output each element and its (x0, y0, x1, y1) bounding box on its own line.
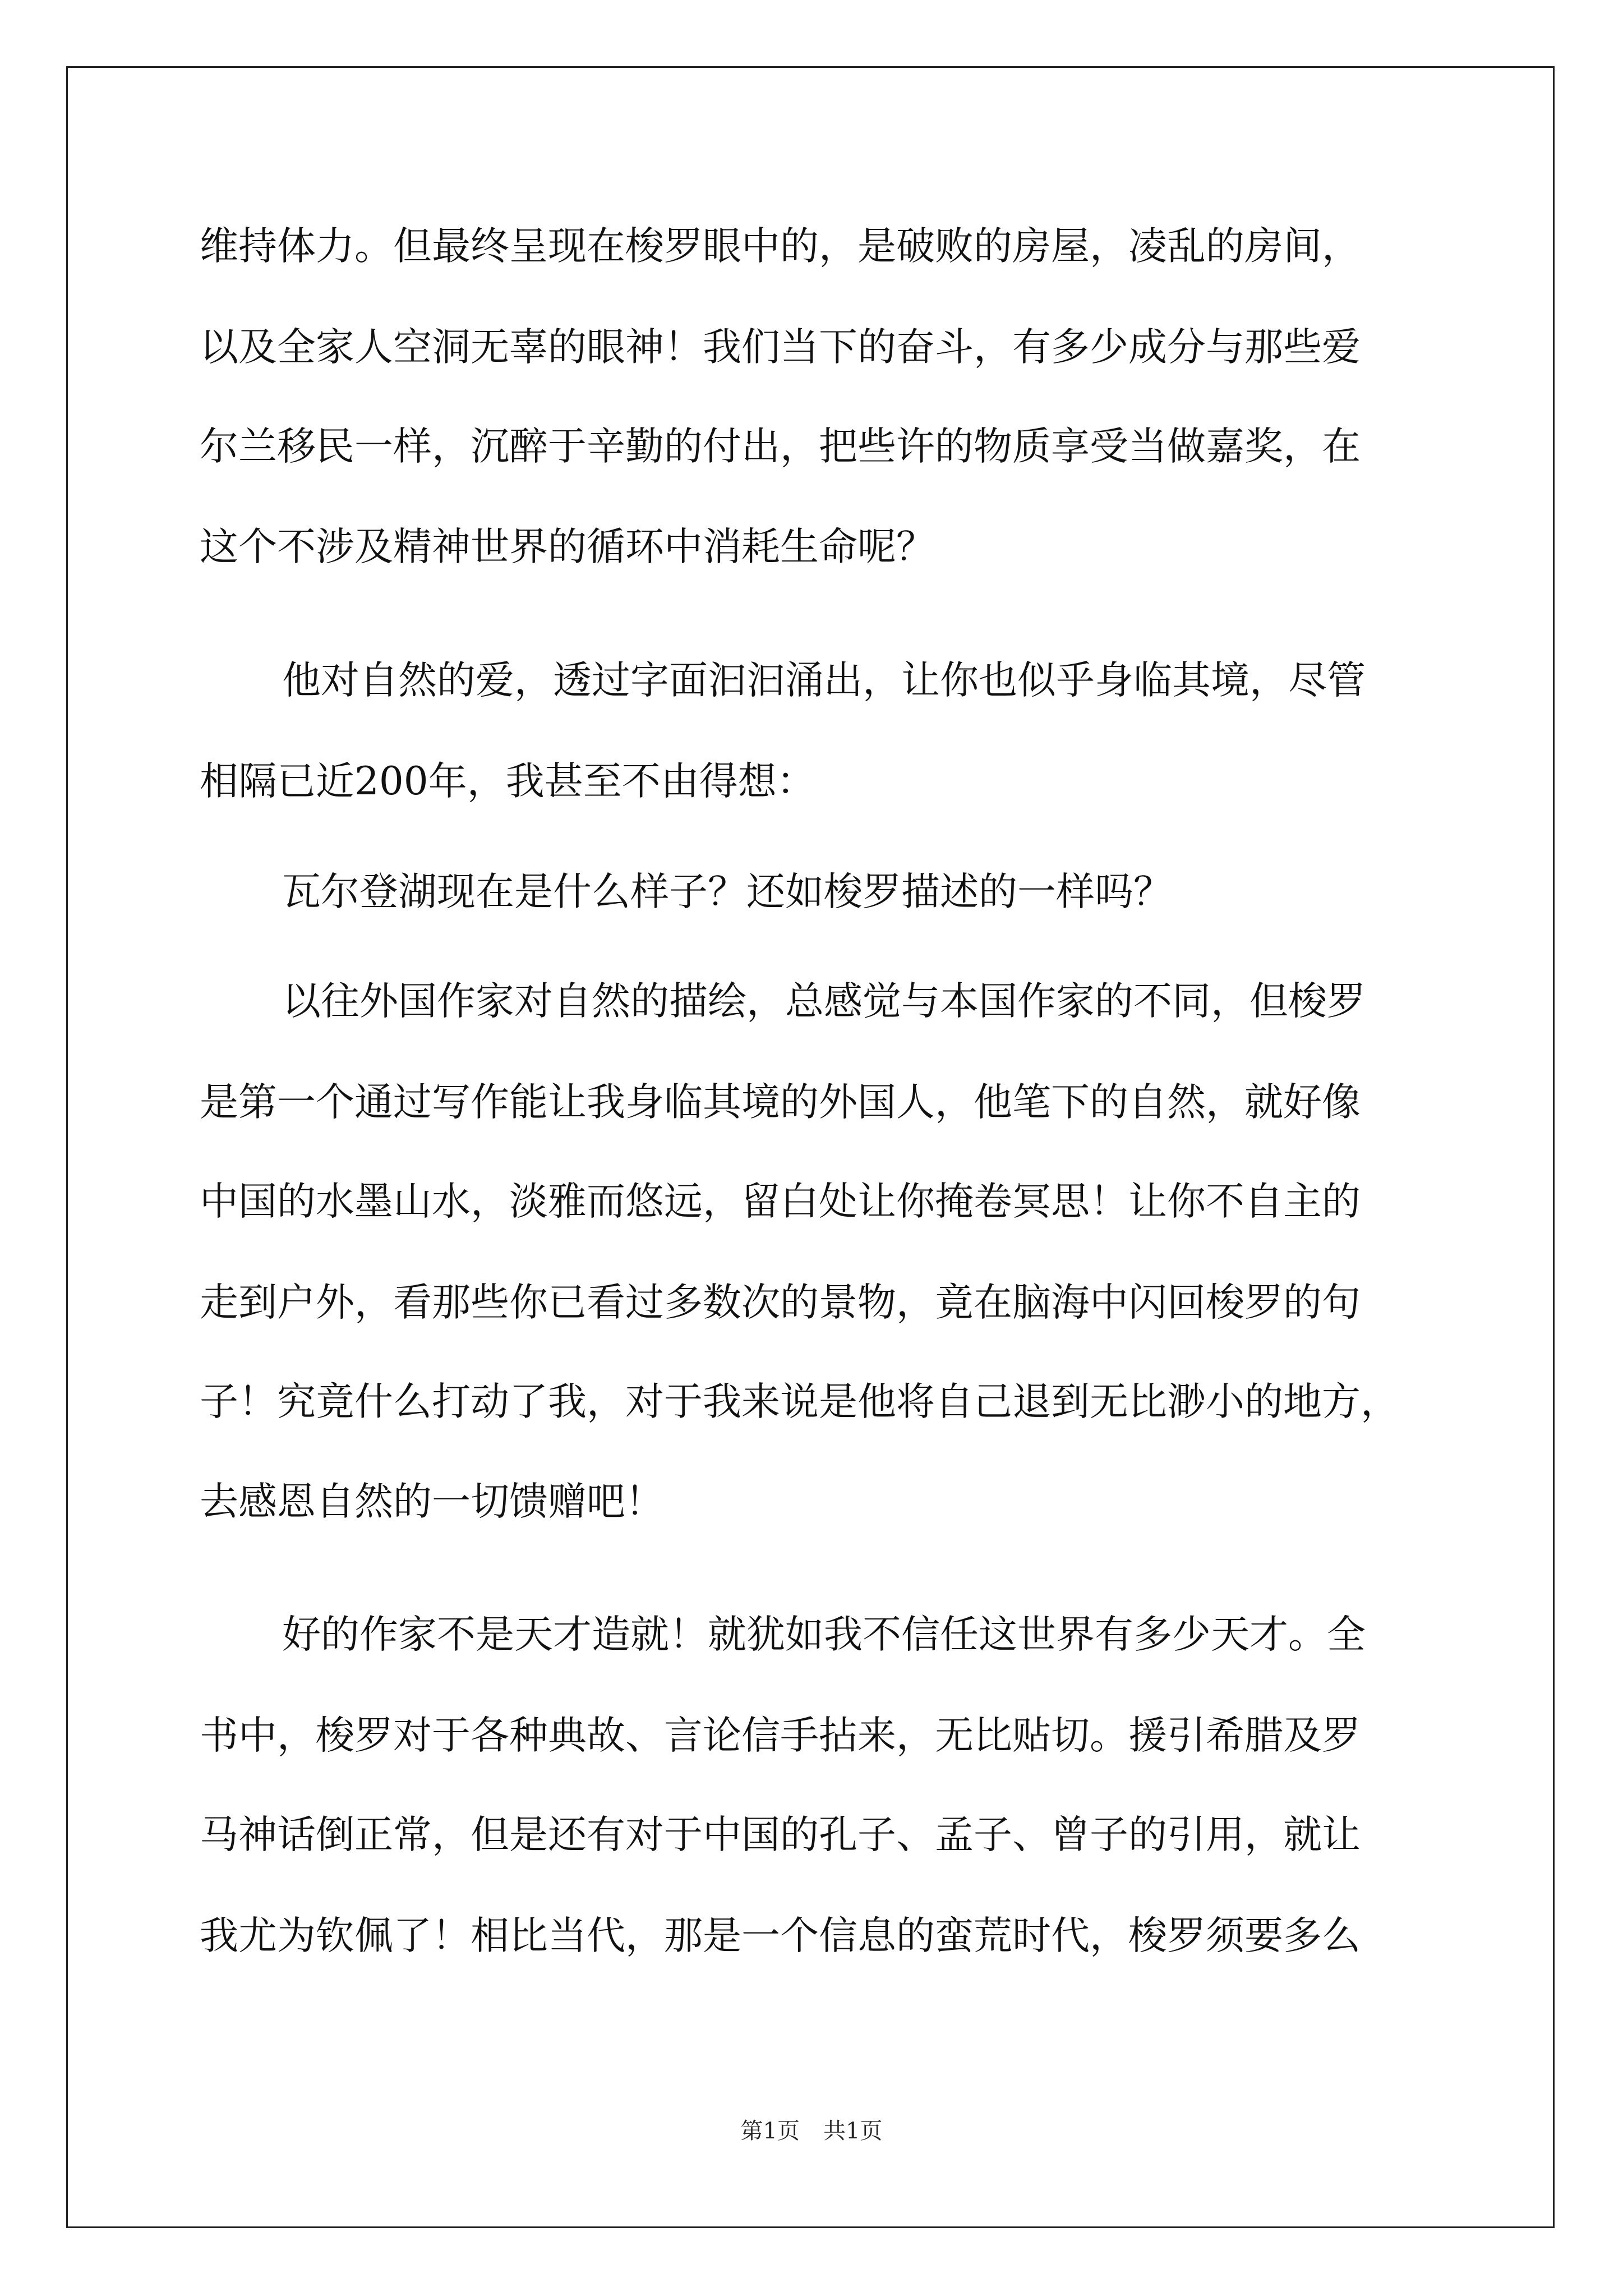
text-line: 中国的水墨山水，淡雅而悠远，留白处让你掩卷冥思！让你不自主的 (200, 1179, 1361, 1224)
text-line: 马神话倒正常，但是还有对于中国的孔子、孟子、曾子的引用，就让 (200, 1812, 1361, 1857)
page-number-current: 第1页 (740, 2118, 800, 2144)
paragraph-first-line: 他对自然的爱，透过字面汩汩涌出，让你也似乎身临其境，尽管 (282, 658, 1366, 703)
text-line: 走到户外，看那些你已看过多数次的景物，竟在脑海中闪回梭罗的句 (200, 1280, 1361, 1325)
text-line: 是第一个通过写作能让我身临其境的外国人，他笔下的自然，就好像 (200, 1080, 1361, 1125)
text-line: 维持体力。但最终呈现在梭罗眼中的，是破败的房屋，凌乱的房间， (200, 224, 1361, 269)
text-line: 以及全家人空洞无辜的眼神！我们当下的奋斗，有多少成分与那些爱 (200, 325, 1361, 370)
page-border (66, 66, 1555, 2228)
text-line: 我尤为钦佩了！相比当代，那是一个信息的蛮荒时代，梭罗须要多么 (200, 1913, 1361, 1958)
paragraph-first-line: 瓦尔登湖现在是什么样子？还如梭罗描述的一样吗？ (282, 869, 1172, 914)
page-number-total: 共1页 (823, 2118, 883, 2144)
paragraph-first-line: 好的作家不是天才造就！就犹如我不信任这世界有多少天才。全 (282, 1612, 1366, 1657)
text-line: 相隔已近200年，我甚至不由得想： (200, 759, 815, 804)
text-line: 这个不涉及精神世界的循环中消耗生命呢？ (200, 524, 935, 569)
text-line: 书中，梭罗对于各种典故、言论信手拈来，无比贴切。援引希腊及罗 (200, 1713, 1361, 1758)
text-line: 尔兰移民一样，沉醉于辛勤的付出，把些许的物质享受当做嘉奖，在 (200, 424, 1361, 469)
text-line: 子！究竟什么打动了我，对于我来说是他将自己退到无比渺小的地方， (200, 1379, 1399, 1424)
page-footer (0, 2118, 1623, 2145)
paragraph-first-line: 以往外国作家对自然的描绘，总感觉与本国作家的不同，但梭罗 (282, 979, 1366, 1024)
text-line: 去感恩自然的一切馈赠吧！ (200, 1479, 664, 1524)
